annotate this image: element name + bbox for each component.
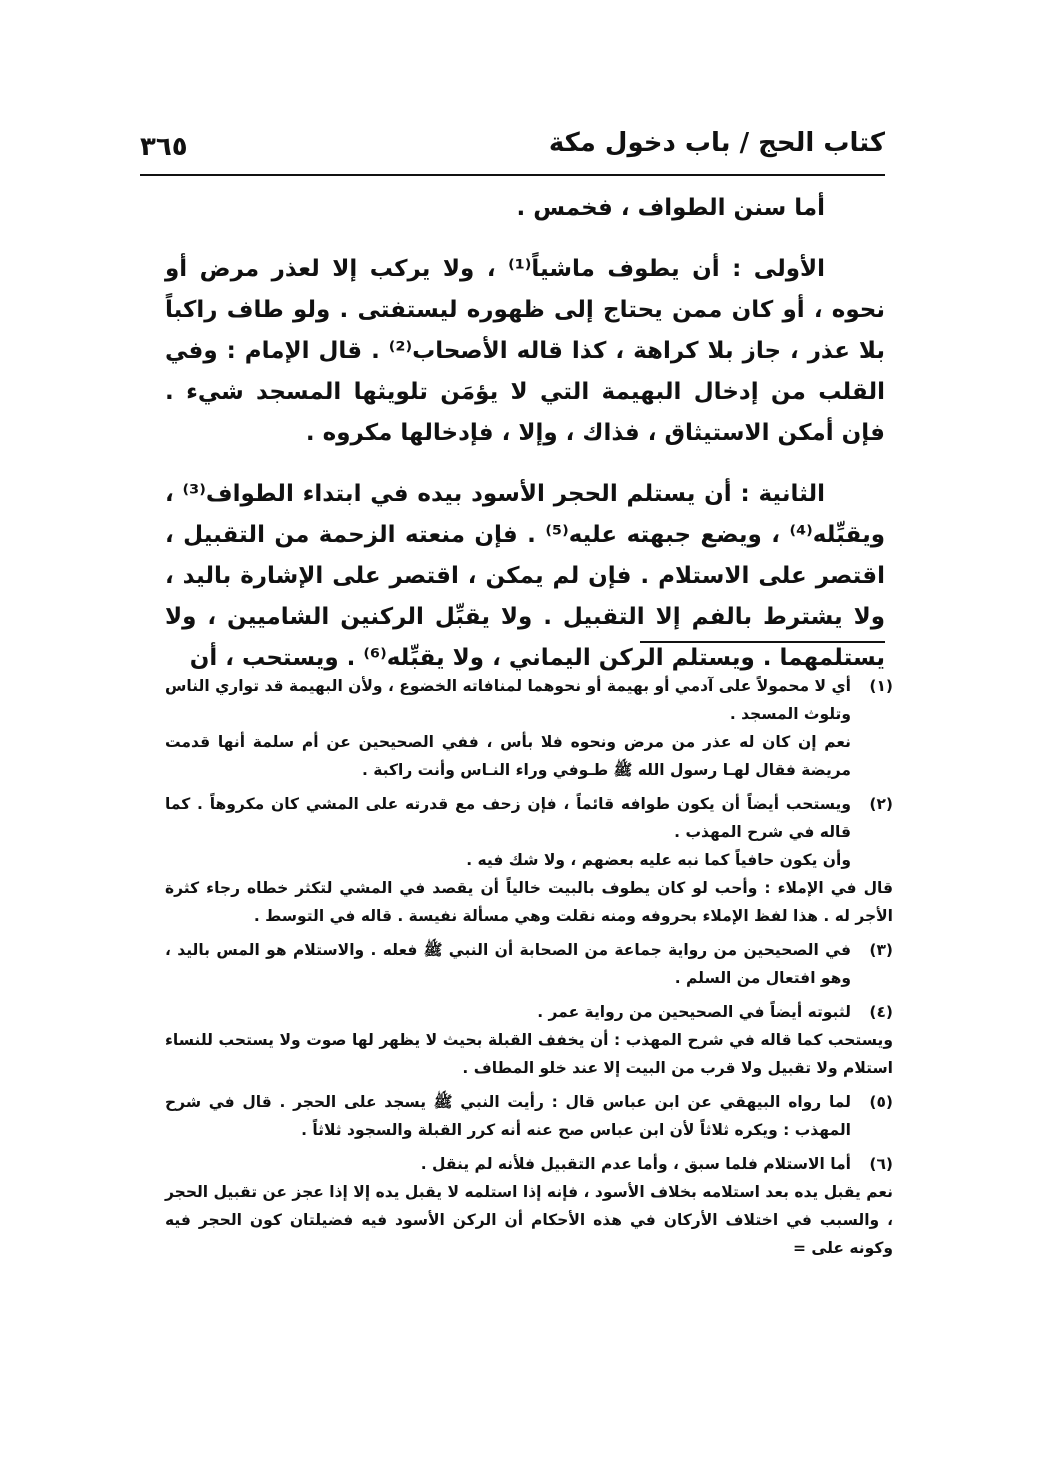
footnote-text: أما الاستلام فلما سبق ، وأما عدم التقبيل فلأنه لم ينقل . [420, 1155, 851, 1173]
footnote-text: ويستحب أيضاً أن يكون طوافه قائماً ، فإن زحف مع قدرته على المشي كان مكروهاً . كما قاله في شرح المهذب . [165, 795, 851, 841]
footnote-continuation: نعم يقبل يده بعد استلامه بخلاف الأسود ، فإنه إذا استلمه لا يقبل يده إلا إذا عجز عن تقبيل الحجر ، والسبب في اختلاف الأركان في هذه الأحكام أن الركن الأسود فيه فضيلتان كون الحجر فيه وكونه على = [165, 1183, 893, 1257]
footnote-continuation: نعم إن كان له عذر من مرض ونحوه فلا بأس ، ففي الصحيحين عن أم سلمة أنها قدمت مريضة فقال لهـا رسول الله ﷺ طـوفي وراء النـاس وأنت راكبة . [165, 733, 851, 779]
footnote [165, 790, 893, 930]
footnote [165, 998, 893, 1082]
footnote-number: (٥) [869, 1093, 893, 1111]
paragraph-text: أن يطوف ماشياً⁽¹⁾ ، ولا يركب إلا لعذر مرض أو نحوه ، أو كان ممن يحتاج إلى ظهوره ليستفتى . ولو طاف راكباً بلا عذر ، جاز بلا كراهة ، كذا قاله الأصحاب⁽²⁾ . قال الإمام : وفي القلب من إدخال البهيمة التي لا يؤمَن تلويثها المسجد شيء . فإن أمكن الاستيثاق ، فذاك ، وإلا ، فإدخالها مكروه . [165, 256, 885, 446]
footnote-text: لثبوته أيضاً في الصحيحين من رواية عمر . [537, 1003, 851, 1021]
running-title: كتاب الحج / باب دخول مكة [548, 128, 885, 158]
footnote-continuation: قال في الإملاء : وأحب لو كان يطوف بالبيت خالياً أن يقصد في المشي لتكثر خطاه رجاء كثرة الأجر له . هذا لفظ الإملاء بحروفه ومنه نقلت وهي مسألة نفيسة . قاله في التوسط . [165, 879, 893, 925]
page-number: ٣٦٥ [140, 132, 188, 162]
paragraph-text: أن يستلم الحجر الأسود بيده في ابتداء الطواف⁽³⁾ ، ويقبِّله⁽⁴⁾ ، ويضع جبهته عليه⁽⁵⁾ . فإن منعته الزحمة من التقبيل ، اقتصر على الاستلام . فإن لم يمكن ، اقتصر على الإشارة باليد ، ولا يشترط بالفم إلا التقبيل . ولا يقبِّل الركنين الشاميين ، ولا يستلمهما . ويستلم الركن اليماني ، ولا يقبِّله⁽⁶⁾ . ويستحب ، أن [165, 481, 886, 671]
footnote-number: (٢) [869, 795, 893, 813]
intro-paragraph: أما سنن الطواف ، فخمس . [516, 195, 825, 221]
footnote-text: في الصحيحين من رواية جماعة من الصحابة أن النبي ﷺ فعله . والاستلام هو المس باليد ، وهو افتعال من السلم . [165, 941, 851, 987]
footnote [165, 672, 893, 784]
paragraph-second [165, 474, 885, 679]
paragraph-lead: الثانية : [740, 481, 825, 507]
main-text [165, 188, 885, 679]
footnote-text: لما رواه البيهقي عن ابن عباس قال : رأيت النبي ﷺ يسجد على الحجر . قال في شرح المهذب : ويكره ثلاثاً لأن ابن عباس صح عنه أنه كرر القبلة والسجود ثلاثاً . [165, 1093, 851, 1139]
footnote-number: (٦) [869, 1155, 893, 1173]
page-header [140, 118, 885, 176]
footnotes [165, 672, 893, 1268]
footnote-number: (٤) [869, 1003, 893, 1021]
footnote [165, 936, 893, 992]
footnote-continuation: وأن يكون حافياً كما نبه عليه بعضهم ، ولا شك فيه . [466, 851, 851, 869]
paragraph-first [165, 249, 885, 454]
footnote-separator [640, 641, 885, 643]
footnote-number: (٣) [869, 941, 893, 959]
footnote-text: أي لا محمولاً على آدمي أو بهيمة أو نحوهما لمنافاته الخضوع ، ولأن البهيمة قد تواري الناس وتلوث المسجد . [165, 677, 851, 723]
footnote-continuation: ويستحب كما قاله في شرح المهذب : أن يخفف القبلة بحيث لا يظهر لها صوت ولا يستحب للنساء استلام ولا تقبيل ولا قرب من البيت إلا عند خلو المطاف . [165, 1031, 893, 1077]
paragraph-lead: الأولى : [732, 256, 826, 282]
footnote [165, 1150, 893, 1262]
footnote [165, 1088, 893, 1144]
footnote-number: (١) [869, 677, 893, 695]
